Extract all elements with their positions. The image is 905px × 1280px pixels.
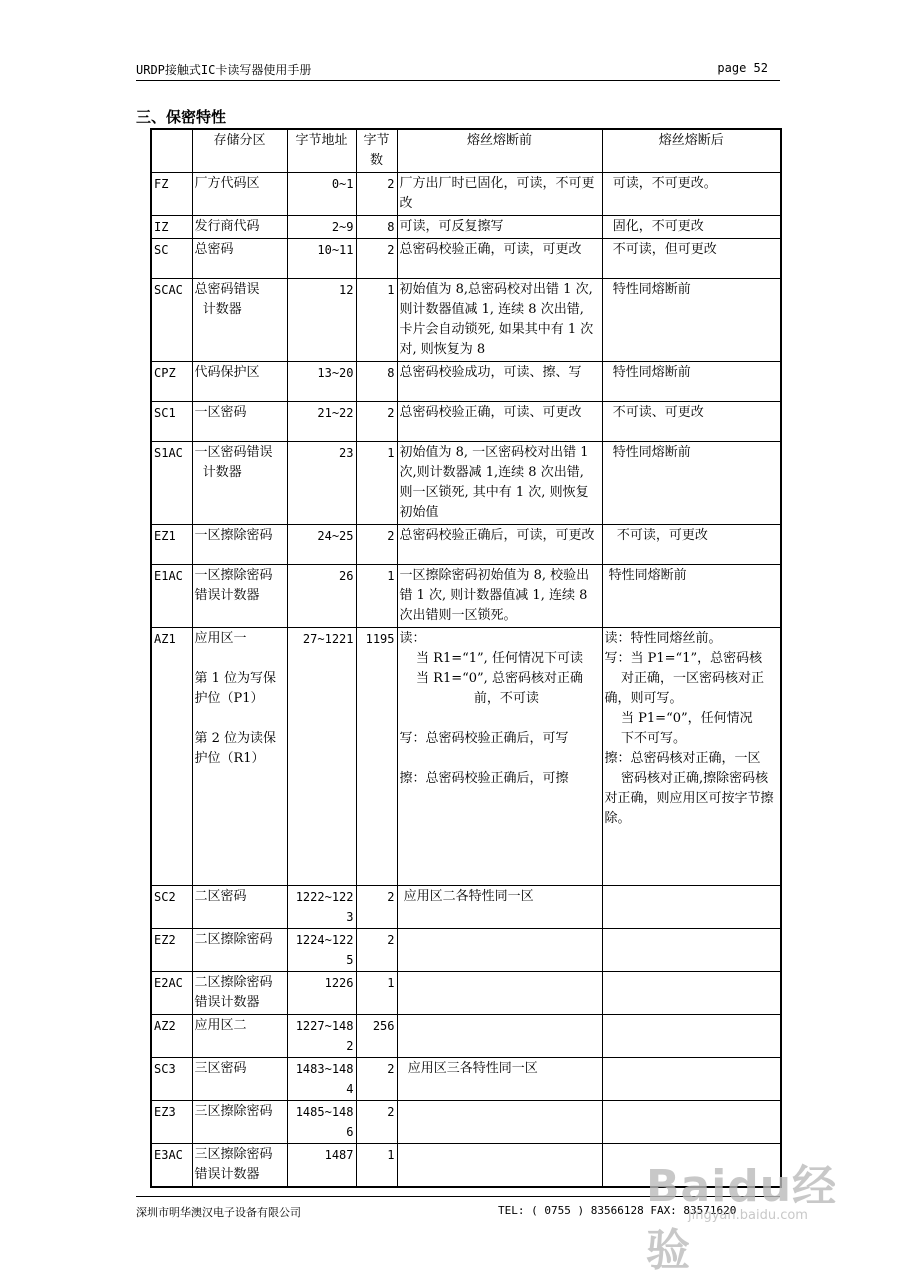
watermark-brand: Baidu经验 (646, 1161, 838, 1276)
cell-bytes: 2 (356, 929, 397, 972)
cell-address: 1485~1486 (287, 1101, 356, 1144)
cell-address: 1487 (287, 1144, 356, 1188)
footer-contact: TEL: ( 0755 ) 83566128 FAX: 83571620 (498, 1204, 737, 1217)
cell-address: 2~9 (287, 216, 356, 239)
cell-partition: 二区擦除密码错误计数器 (192, 972, 287, 1015)
cell-after-fuse: 不可读，但可更改 (602, 239, 781, 279)
cell-bytes: 256 (356, 1015, 397, 1058)
table-row (151, 525, 781, 565)
table-row (151, 628, 781, 886)
cell-partition: 应用区一 第 1 位为写保护位（P1） 第 2 位为读保护位（R1） (192, 628, 287, 886)
cell-partition: 一区擦除密码错误计数器 (192, 565, 287, 628)
cell-code: EZ2 (151, 929, 192, 972)
cell-after-fuse (602, 1058, 781, 1101)
cell-after-fuse: 特性同熔断前 (602, 279, 781, 362)
cell-bytes: 2 (356, 886, 397, 929)
cell-after-fuse (602, 929, 781, 972)
cell-code: AZ1 (151, 628, 192, 886)
security-table (150, 128, 782, 1188)
cell-code: FZ (151, 173, 192, 216)
cell-bytes: 1 (356, 1144, 397, 1188)
cell-after-fuse: 可读，不可更改。 (602, 173, 781, 216)
cell-code: S1AC (151, 442, 192, 525)
cell-address: 13~20 (287, 362, 356, 402)
cell-code: AZ2 (151, 1015, 192, 1058)
cell-after-fuse (602, 972, 781, 1015)
cell-before-fuse: 总密码校验正确，可读，可更改 (397, 239, 602, 279)
cell-partition: 应用区二 (192, 1015, 287, 1058)
table-row (151, 402, 781, 442)
cell-code: SC3 (151, 1058, 192, 1101)
table-row (151, 972, 781, 1015)
cell-after-fuse: 读：特性同熔丝前。 写：当 P1=“1”，总密码核 对正确，一区密码核对正确，则可写。 当 P1=“0”，任何情况 下不可写。 擦：总密码核对正确，一区 密码核对正确,擦除密码核对正确，则应用区可按字节擦除。 (602, 628, 781, 886)
footer-company: 深圳市明华澳汉电子设备有限公司 (136, 1206, 301, 1219)
table-row (151, 239, 781, 279)
cell-after-fuse (602, 1015, 781, 1058)
table-row (151, 216, 781, 239)
header-before-fuse: 熔丝熔断前 (397, 129, 602, 173)
cell-address: 24~25 (287, 525, 356, 565)
cell-before-fuse: 初始值为 8,总密码校对出错 1 次, 则计数器值减 1, 连续 8 次出错, 卡片会自动锁死, 如果其中有 1 次对, 则恢复为 8 (397, 279, 602, 362)
cell-bytes: 2 (356, 173, 397, 216)
cell-bytes: 8 (356, 216, 397, 239)
cell-bytes: 1195 (356, 628, 397, 886)
table-body (151, 173, 781, 1188)
cell-after-fuse (602, 1101, 781, 1144)
cell-partition: 厂方代码区 (192, 173, 287, 216)
cell-before-fuse: 应用区二各特性同一区 (397, 886, 602, 929)
cell-bytes: 1 (356, 279, 397, 362)
header-partition: 存储分区 (192, 129, 287, 173)
cell-address: 1227~1482 (287, 1015, 356, 1058)
cell-code: E3AC (151, 1144, 192, 1188)
cell-before-fuse: 可读，可反复擦写 (397, 216, 602, 239)
table-row (151, 1101, 781, 1144)
table-row (151, 886, 781, 929)
cell-after-fuse: 特性同熔断前 (602, 442, 781, 525)
cell-address: 10~11 (287, 239, 356, 279)
cell-partition: 一区密码 (192, 402, 287, 442)
cell-partition: 代码保护区 (192, 362, 287, 402)
section-title: 三、保密特性 (136, 108, 227, 126)
cell-address: 26 (287, 565, 356, 628)
cell-code: EZ3 (151, 1101, 192, 1144)
cell-before-fuse (397, 972, 602, 1015)
cell-bytes: 2 (356, 1101, 397, 1144)
cell-partition: 二区密码 (192, 886, 287, 929)
cell-before-fuse: 初始值为 8, 一区密码校对出错 1 次,则计数器减 1,连续 8 次出错, 则一区锁死, 其中有 1 次, 则恢复初始值 (397, 442, 602, 525)
cell-code: E1AC (151, 565, 192, 628)
cell-address: 1226 (287, 972, 356, 1015)
cell-partition: 总密码 (192, 239, 287, 279)
cell-address: 1222~1223 (287, 886, 356, 929)
cell-bytes: 1 (356, 972, 397, 1015)
cell-before-fuse: 读： 当 R1=“1”, 任何情况下可读 当 R1=“0”, 总密码核对正确 前，不可读 写：总密码校验正确后，可写 擦：总密码校验正确后，可擦 (397, 628, 602, 886)
cell-code: EZ1 (151, 525, 192, 565)
cell-before-fuse: 厂方出厂时已固化，可读，不可更改 (397, 173, 602, 216)
cell-code: SC2 (151, 886, 192, 929)
table-row (151, 1015, 781, 1058)
cell-before-fuse: 总密码校验正确，可读、可更改 (397, 402, 602, 442)
cell-after-fuse: 固化，不可更改 (602, 216, 781, 239)
cell-bytes: 8 (356, 362, 397, 402)
cell-before-fuse (397, 1015, 602, 1058)
cell-address: 27~1221 (287, 628, 356, 886)
cell-partition: 二区擦除密码 (192, 929, 287, 972)
table-row (151, 442, 781, 525)
cell-before-fuse (397, 1144, 602, 1188)
page-number: page 52 (717, 61, 768, 75)
cell-bytes: 2 (356, 1058, 397, 1101)
table-header-row (151, 129, 781, 173)
cell-after-fuse: 不可读，可更改 (602, 525, 781, 565)
header-after-fuse: 熔丝熔断后 (602, 129, 781, 173)
cell-before-fuse: 应用区三各特性同一区 (397, 1058, 602, 1101)
cell-before-fuse (397, 1101, 602, 1144)
header-bytes: 字节数 (356, 129, 397, 173)
cell-address: 12 (287, 279, 356, 362)
table-row (151, 173, 781, 216)
cell-bytes: 2 (356, 239, 397, 279)
table-row (151, 929, 781, 972)
cell-before-fuse: 总密码校验正确后，可读，可更改 (397, 525, 602, 565)
cell-partition: 三区密码 (192, 1058, 287, 1101)
cell-partition: 一区密码错误 计数器 (192, 442, 287, 525)
cell-after-fuse: 特性同熔断前 (602, 362, 781, 402)
cell-partition: 总密码错误 计数器 (192, 279, 287, 362)
cell-partition: 三区擦除密码错误计数器 (192, 1144, 287, 1188)
cell-bytes: 2 (356, 525, 397, 565)
manual-title: URDP接触式IC卡读写器使用手册 (136, 63, 312, 77)
watermark-url: jingyan.baidu.com (688, 1208, 808, 1223)
cell-code: E2AC (151, 972, 192, 1015)
header-address: 字节地址 (287, 129, 356, 173)
cell-address: 1483~1484 (287, 1058, 356, 1101)
cell-after-fuse (602, 886, 781, 929)
table-row (151, 1058, 781, 1101)
watermark (646, 1150, 856, 1276)
cell-bytes: 1 (356, 442, 397, 525)
cell-after-fuse: 不可读、可更改 (602, 402, 781, 442)
cell-code: SC (151, 239, 192, 279)
cell-partition: 发行商代码 (192, 216, 287, 239)
cell-code: IZ (151, 216, 192, 239)
header-code (151, 129, 192, 173)
cell-before-fuse (397, 929, 602, 972)
cell-bytes: 1 (356, 565, 397, 628)
cell-address: 23 (287, 442, 356, 525)
cell-partition: 三区擦除密码 (192, 1101, 287, 1144)
cell-code: SC1 (151, 402, 192, 442)
cell-after-fuse: 特性同熔断前 (602, 565, 781, 628)
cell-before-fuse: 一区擦除密码初始值为 8, 校验出错 1 次, 则计数器值减 1, 连续 8 次出错则一区锁死。 (397, 565, 602, 628)
table-row (151, 279, 781, 362)
cell-code: SCAC (151, 279, 192, 362)
cell-before-fuse: 总密码校验成功，可读、擦、写 (397, 362, 602, 402)
cell-address: 0~1 (287, 173, 356, 216)
table-row (151, 565, 781, 628)
cell-address: 1224~1225 (287, 929, 356, 972)
cell-bytes: 2 (356, 402, 397, 442)
cell-partition: 一区擦除密码 (192, 525, 287, 565)
cell-address: 21~22 (287, 402, 356, 442)
cell-code: CPZ (151, 362, 192, 402)
header-rule (136, 80, 780, 81)
table-row (151, 362, 781, 402)
